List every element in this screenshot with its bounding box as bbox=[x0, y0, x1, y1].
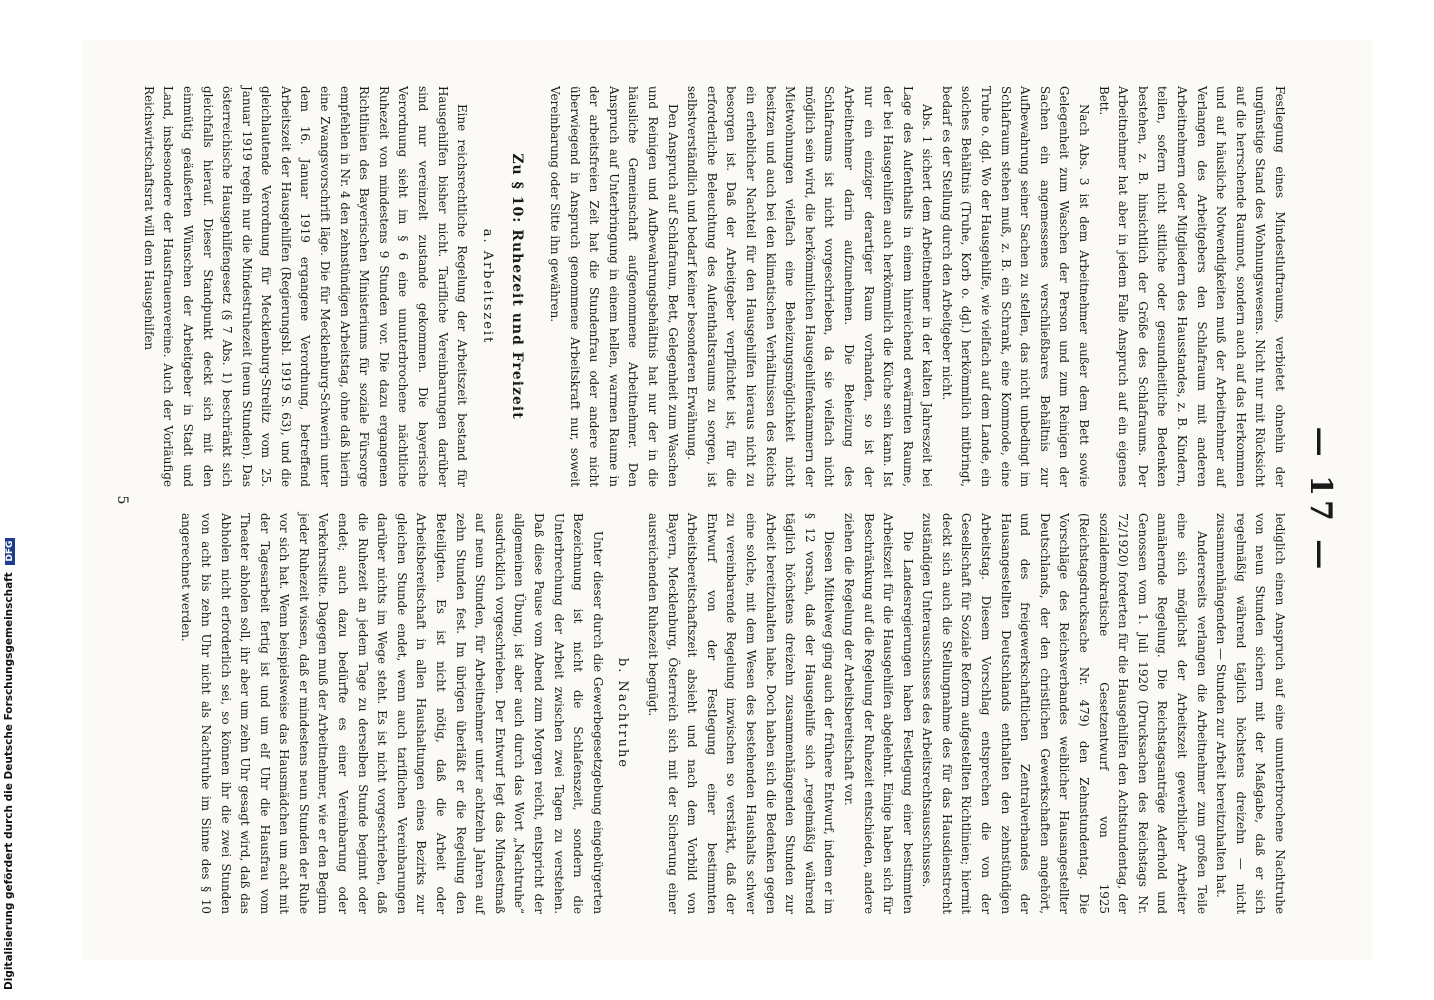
paragraph: Nach Abs. 3 ist dem Arbeitnehmer außer dem Bett sowie Gelegenheit zum Waschen der Person und zum Reinigen der Sachen ein angemessenes verschließbares Behältnis zur Aufbewahrung seiner Sachen zu stellen, das nicht unbedingt im Schlafraum stehen muß, z. B. ein Schrank, eine Kommode, eine Truhe o. dgl. Wo der Hausgehilfe, wie vielfach auf dem Lande, ein solches Behältnis (Truhe, Korb o. dgl.) herkömmlich mitbringt, bedarf es der Stellung durch den Arbeitgeber nicht. bbox=[939, 86, 1092, 487]
dfg-logo: DFG bbox=[5, 538, 15, 565]
paragraph: Unter dieser durch die Gewerbegesetzgebung eingebürgerten Bezeichnung ist nicht die Schlafenszeit, sondern die Unterbrechung der Arbeit zwischen zwei Tagen zu verstehen. Daß diese Pause vom Abend zum Morgen reicht, entspricht der allgemeinen Übung, ist aber auch durch das Wort „Nachtruhe“ ausdrücklich vorgeschrieben. Der Entwurf legt das Mindestmaß auf neun Stunden, für Arbeitnehmer unter achtzehn Jahren auf zehn Stunden fest. Im übrigen überläßt er die Regelung den Beteiligten. Es ist nicht nötig, daß die Arbeit oder Arbeitsbereitschaft in allen Haushaltungen eines Bezirks zur gleichen Stunde endet, wenn auch tariflichen Vereinbarungen darüber nichts im Wege steht. Es ist nicht vorgeschrieben, daß die Ruhezeit an jedem Tage zu derselben Stunde beginnt oder endet; auch dazu bedürfte es einer Vereinbarung oder Verkehrssitte. Dagegen muß der Arbeitnehmer, wie er den Beginn jeder Ruhezeit wissen, daß er mindestens neun Stunden der Ruhe vor sich hat. Wenn beispielsweise das Hausmädchen um acht mit der Tagesarbeit fertig ist und um elf Uhr die Hausfrau vom Theater abholen soll, ihr aber um zehn Uhr gesagt wird, daß das Abholen nicht erforderlich sei, so können ihr die zwei Stunden von acht bis zehn Uhr nicht als Nachtruhe im Sinne des § 10 angerechnet werden. bbox=[179, 513, 605, 914]
subheading-b: b. Nachtruhe bbox=[615, 657, 631, 770]
digitization-notice-text: Digitalisierung gefördert durch die Deutsche Forschungsgemeinschaft bbox=[3, 572, 15, 990]
text-columns bbox=[138, 86, 1289, 914]
paragraph: Andererseits verlangen die Arbeitnehmer zum großen Teile eine sich möglichst der Arbeitszeit gewerblicher Arbeiter annähernde Regelung. Die Reichstagsanträge Aderhold und Genossen vom 1. Juli 1920 (Drucksachen des Reichstags Nr. 72/1920) forderten für die Hausgehilfen den Achtstundentag, der sozialdemokratische Gesetzentwurf von 1925 (Reichstagsdrucksache Nr. 479) den Zehnstundentag. Die Vorschläge des Reichsverbandes weiblicher Hausangestellter Deutschlands, der den christlichen Gewerkschaften angehört, und des freigewerkschaftlichen Zentralverbandes der Hausangestellten Deutschlands enthalten den zehnstündigen Arbeitstag. Diesem Vorschlag entsprechen die von der Gesellschaft für Soziale Reform aufgestellten Richtlinien; hiermit deckt sich auch die Stellungnahme des für das Hausdienstrecht zuständigen Unterausschusses des Arbeitsrechtsausschusses. bbox=[920, 513, 1209, 914]
paragraph: Den Anspruch auf Schlafraum, Bett, Gelegenheit zum Waschen und Reinigen und Aufbewahrungsbehältnis hat nur der in die häusliche Gemeinschaft aufgenommene Arbeitnehmer. Den Anspruch auf Unterbringung in einem hellen, warmen Raume in der arbeitsfreien Zeit hat die Stundenfrau oder andere nicht überwiegend in Anspruch genommene Arbeitskraft nur, soweit Vereinbarung oder Sitte ihn gewähren. bbox=[548, 86, 680, 487]
paragraph: Die Landesregierungen haben Festlegung einer bestimmten Arbeitszeit für die Hausgehilfen abgelehnt. Einige haben sich für Beschränkung auf die Regelung der Ruhezeit entschieden, andere ziehen die Regelung der Arbeitsbereitschaft vor. bbox=[841, 513, 915, 914]
left-column bbox=[138, 86, 1289, 487]
signature-mark: 5 bbox=[114, 495, 131, 505]
page-number: — 17 — bbox=[1303, 426, 1338, 574]
right-column bbox=[138, 513, 1289, 914]
page-content bbox=[82, 40, 1372, 960]
paragraph: Diesen Mittelweg ging auch der frühere Entwurf, indem er im § 12 vorsah, daß der Hausgehilfe sich „regelmäßig während täglich höchstens dreizehn zusammenhängenden Stunden zur Arbeit bereitzuhalten habe. Doch haben sich die Bedenken gegen eine solche, mit dem Wesen des bestehenden Haushalts schwer zu vereinbarende Regelung inzwischen so verstärkt, daß der Entwurf von der Festlegung einer bestimmten Arbeitsbereitschaftszeit absieht und nach dem Vorbild von Bayern, Mecklenburg, Österreich sich mit der Sicherung einer ausreichenden Ruhezeit begnügt. bbox=[646, 513, 837, 914]
scanned-page bbox=[82, 40, 1372, 960]
subheading-a: a. Arbeitszeit bbox=[479, 228, 495, 345]
section-title: Zu § 10: Ruhezeit und Freizeit bbox=[509, 153, 526, 420]
paragraph: Festlegung eines Mindestluftraums, verbietet ohnehin der ungünstige Stand des Wohnungswesens. Nicht nur mit Rücksicht auf die herrschende Raumnot, sondern auch auf das Herkommen und auf häusliche Notwendigkeiten muß der Arbeitnehmer auf Verlangen des Arbeitgebers den Schlafraum mit anderen Arbeitnehmern oder Mitgliedern des Hausstandes, z. B. Kindern, teilen, sofern nicht sittliche oder gesundheitliche Bedenken bestehen, z. B. hinsichtlich der Größe des Schlafraums. Der Arbeitnehmer hat aber in jedem Falle Anspruch auf ein eigenes Bett. bbox=[1096, 86, 1287, 487]
paragraph: Abs. 1 sichert dem Arbeitnehmer in der kalten Jahreszeit bei Lage des Aufenthalts in einem hinreichend erwärmten Raume, der bei Hausgehilfen auch herkömmlich die Küche sein kann. Ist nur ein einziger derartiger Raum vorhanden, so ist der Arbeitnehmer darin aufzunehmen. Die Beheizung des Schlafraums ist nicht vorgeschrieben, da sie vielfach nicht möglich sein wird, die herkömmlichen Hausgehilfenkammern der Mietwohnungen vielfach eine Beheizungsmöglichkeit nicht besitzen und auch bei den klimatischen Verhältnissen des Reichs ein erheblicher Nachteil für den Hausgehilfen hieraus nicht zu besorgen ist. Daß der Arbeitgeber verpflichtet ist, für die erforderliche Beleuchtung des Aufenthaltsraums zu sorgen, ist selbstverständlich und bedarf keiner besonderen Erwähnung. bbox=[685, 86, 935, 487]
digitization-notice bbox=[3, 538, 15, 990]
paragraph: lediglich einen Anspruch auf eine ununterbrochene Nachtruhe von neun Stunden sichern mit der Maßgabe, daß er sich regelmäßig während täglich höchstens dreizehn — nicht zusammenhängenden — Stunden zur Arbeit bereitzuhalten hat. bbox=[1214, 513, 1287, 914]
paragraph: Eine reichsrechtliche Regelung der Arbeitszeit bestand für Hausgehilfen bisher nicht. Tarifliche Vereinbarungen darüber sind nur vereinzelt zustande gekommen. Die bayerische Verordnung sieht im § 6 eine ununterbrochene nächtliche Ruhezeit von mindestens 9 Stunden vor. Die dazu ergangenen Richtlinien des Bayerischen Ministeriums für soziale Fürsorge empfehlen in Nr. 4 den zehnstündigen Arbeitstag, ohne daß hierin eine Zwangsvorschrift läge. Die für Mecklenburg-Schwerin unter dem 16. Januar 1919 ergangene Verordnung, betreffend Arbeitszeit der Hausgehilfen (Regierungsbl. 1919 S. 63), und die gleichlautende Verordnung für Mecklenburg-Strelitz vom 25. Januar 1919 regeln nur die Mindestruhezeit (neun Stunden). Das österreichische Hausgehilfengesetz (§ 7 Abs. 1) beschränkt sich gleichfalls hierauf. Dieser Standpunkt deckt sich mit den einmütig geäußerten Wünschen der Arbeitgeber in Stadt und Land, insbesondere der Hausfrauenvereine. Auch der Vorläufige Reichswirtschaftsrat will dem Hausgehilfen bbox=[141, 86, 470, 487]
